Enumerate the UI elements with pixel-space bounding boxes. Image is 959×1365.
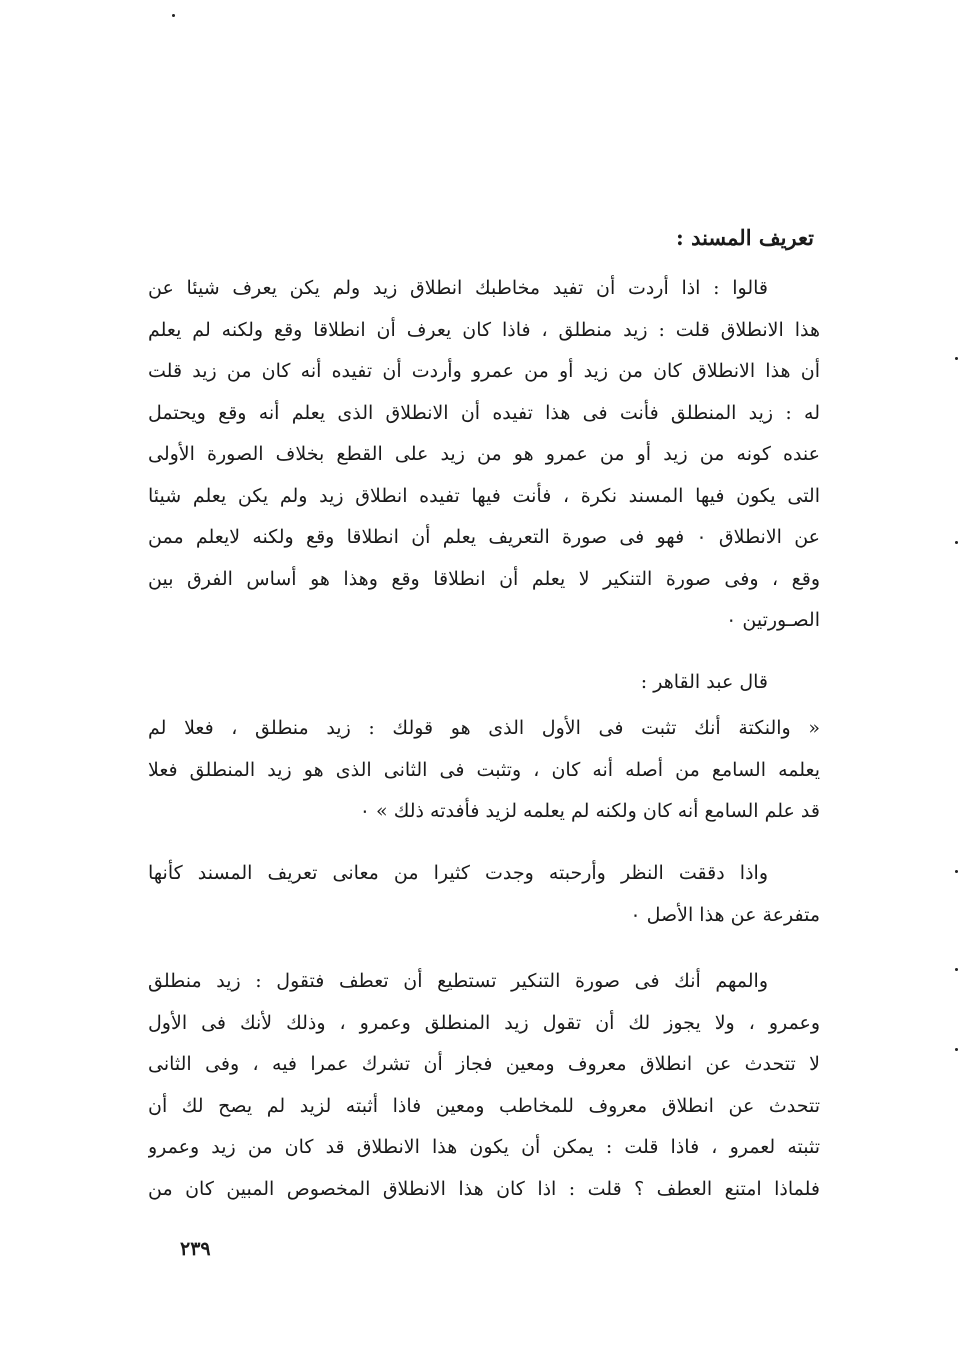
text-line: وعمرو ، ولا يجوز لك أن تقول زيد المنطلق وعمرو ، وذلك لأنك فى الأول <box>148 1011 820 1034</box>
text-line: تتحدث عن انطلاق معروف للمخاطب ومعين فاذا أثبته لزيد لم يصح لك أن <box>148 1094 820 1117</box>
scan-speck <box>955 357 958 360</box>
text-line: أن هذا الانطلاق كان من زيد أو من عمرو وأردت أن تفيده أنه كان من زيد قلت <box>148 360 820 382</box>
paragraph-2 <box>148 662 820 704</box>
text-line: التى يكون فيها المسند نكرة ، فأنت فيها تفيده انطلاق زيد ولم يكن يعلم شيئا <box>148 484 820 507</box>
text-line: قد علم السامع أنه كان ولكنه لم يعلمه لزيد فأفدته ذلك » ٠ <box>359 800 820 822</box>
text-line: لا تتحدث عن انطلاق معروف ومعين فجاز أن تشرك عمرا فيه ، وفى الثانى <box>148 1053 820 1075</box>
paragraph-4 <box>148 853 820 936</box>
text-line: وقع ، وفى صورة التنكير لا يعلم أن انطلاقا وقع وهذا هو أساس الفرق بين <box>148 567 820 590</box>
text-line: هذا الانطلاق قلت : زيد منطلق ، فاذا كان يعرف أن انطلاقا وقع ولكنه لم يعلم <box>148 318 820 341</box>
scan-speck <box>172 14 175 17</box>
text-line: عن الانطلاق ٠ فهو فى صورة التعريف يعلم أن انطلاقا وقع ولكنه لايعلم ممن <box>148 526 820 548</box>
scan-speck <box>955 1048 958 1051</box>
scan-speck <box>955 541 958 544</box>
text-line: فلماذا امتنع العطف ؟ قلت : اذا كان هذا الانطلاق المخصوص المبين كان من <box>148 1177 820 1200</box>
text-line: متفرعة عن هذا الأصل ٠ <box>630 903 820 926</box>
text-line: قال عبد القاهر : <box>640 671 768 693</box>
text-line: واذا دققت النظر وأرحبته وجدت كثيرا من معانى تعريف المسند كأنها <box>148 862 768 884</box>
quotation <box>148 708 820 833</box>
scan-speck <box>955 968 958 971</box>
text-line: عنده كونه من زيد أو من عمرو هو من زيد على القطع بخلاف الصورة الأولى <box>148 443 820 465</box>
paragraph-1 <box>148 268 820 642</box>
text-line: قالوا : اذا أردت أن تفيد مخاطبك انطلاق زيد ولم يكن يعرف شيئا عن <box>148 277 768 299</box>
text-line: « والنكتة أنك تثبت فى الأول الذى هو قولك : زيد منطلق ، فعلا لم <box>148 717 820 739</box>
text-line: يعلمه السامع من أصله أنه كان ، وتثبت فى الثانى الذى هو زيد المنطلق فعلا <box>148 758 820 781</box>
text-line: الصـورتين ٠ <box>726 609 820 631</box>
text-line: تثبته لعمرو ، فاذا قلت : يمكن أن يكون هذا الانطلاق قد كان من زيد وعمرو <box>148 1136 820 1158</box>
text-line: له : زيد المنطلق فأنت فى هذا تفيده أن الانطلاق الذى يعلم أنه وقع ويحتمل <box>148 401 820 424</box>
paragraph-5 <box>148 961 820 1210</box>
section-heading: تعريف المسند : <box>676 225 814 250</box>
text-line: والمهم أنك فى صورة التنكير تستطيع أن تعطف فتقول : زيد منطلق <box>148 970 768 992</box>
page-number: ٢٣٩ <box>180 1238 211 1260</box>
scan-speck <box>955 870 958 873</box>
